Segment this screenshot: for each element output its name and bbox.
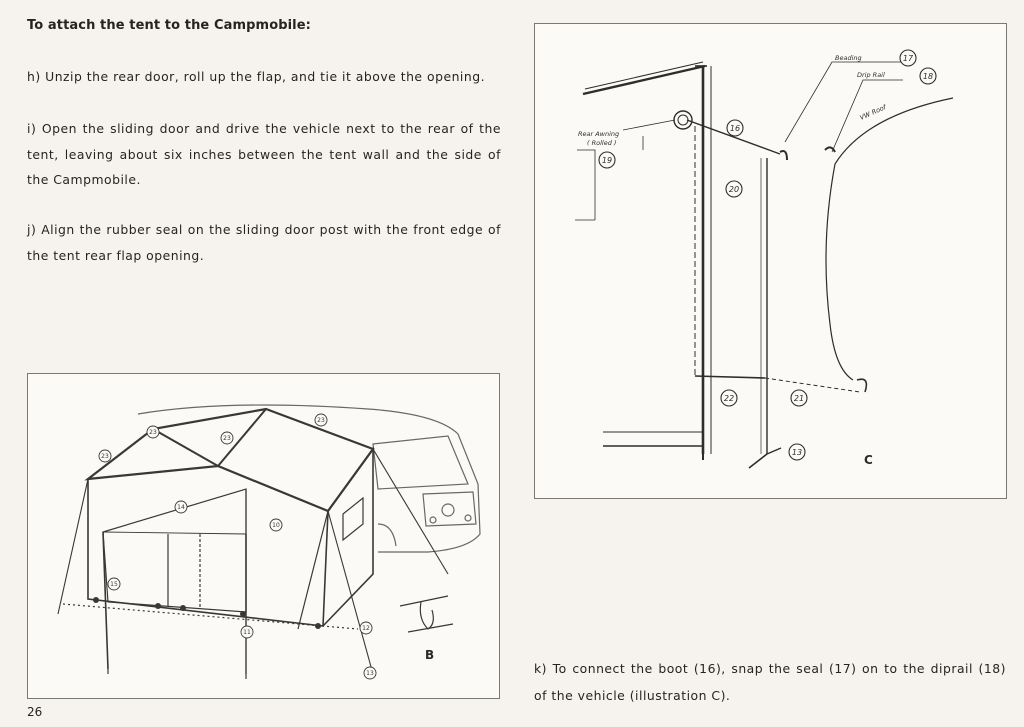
page-number: 26	[27, 705, 43, 719]
seal-detail-drawing	[535, 24, 1006, 498]
figure-label-c: C	[864, 453, 873, 467]
label-beading: Beading	[835, 54, 862, 62]
step-i: i) Open the sliding door and drive the vehicle next to the rear of the tent, leaving about six inches between the tent wall and the side of the Campmobile.	[27, 121, 501, 187]
step-j: j) Align the rubber seal on the sliding door post with the front edge of the tent rear flap opening.	[27, 222, 501, 263]
part-16: 16	[729, 124, 741, 133]
part-10: 10	[272, 522, 280, 529]
tent-illustration	[27, 373, 500, 699]
step-h: h) Unzip the rear door, roll up the flap, and tie it above the opening.	[27, 69, 486, 84]
part-22: 22	[723, 394, 735, 403]
part-23c: 23	[101, 453, 109, 460]
part-23b: 23	[223, 435, 231, 442]
part-20: 20	[728, 185, 740, 194]
part-11: 11	[243, 629, 251, 636]
tent-drawing	[28, 374, 499, 698]
part-13: 13	[366, 670, 374, 677]
label-vw-roof: VW Roof	[858, 103, 888, 122]
part-15: 15	[110, 581, 118, 588]
part-21: 21	[793, 394, 805, 403]
part-23a: 23	[317, 417, 325, 424]
part-13c: 13	[791, 448, 803, 457]
step-k: k) To connect the boot (16), snap the seal (17) on to the diprail (18) of the vehicle (illustration C).	[534, 661, 1006, 703]
inset-label-b: B	[425, 648, 435, 662]
label-rear-awning: Rear Awning	[578, 130, 620, 138]
part-12: 12	[362, 625, 370, 632]
label-drip-rail: Drip Rail	[857, 71, 885, 79]
part-18: 18	[922, 72, 934, 81]
illustration-c	[534, 23, 1007, 499]
label-rolled: ( Rolled )	[587, 139, 617, 147]
part-17: 17	[902, 54, 914, 63]
part-14: 14	[177, 504, 185, 511]
part-23d: 23	[149, 429, 157, 436]
part-19: 19	[601, 156, 613, 165]
section-heading: To attach the tent to the Campmobile:	[27, 18, 311, 33]
